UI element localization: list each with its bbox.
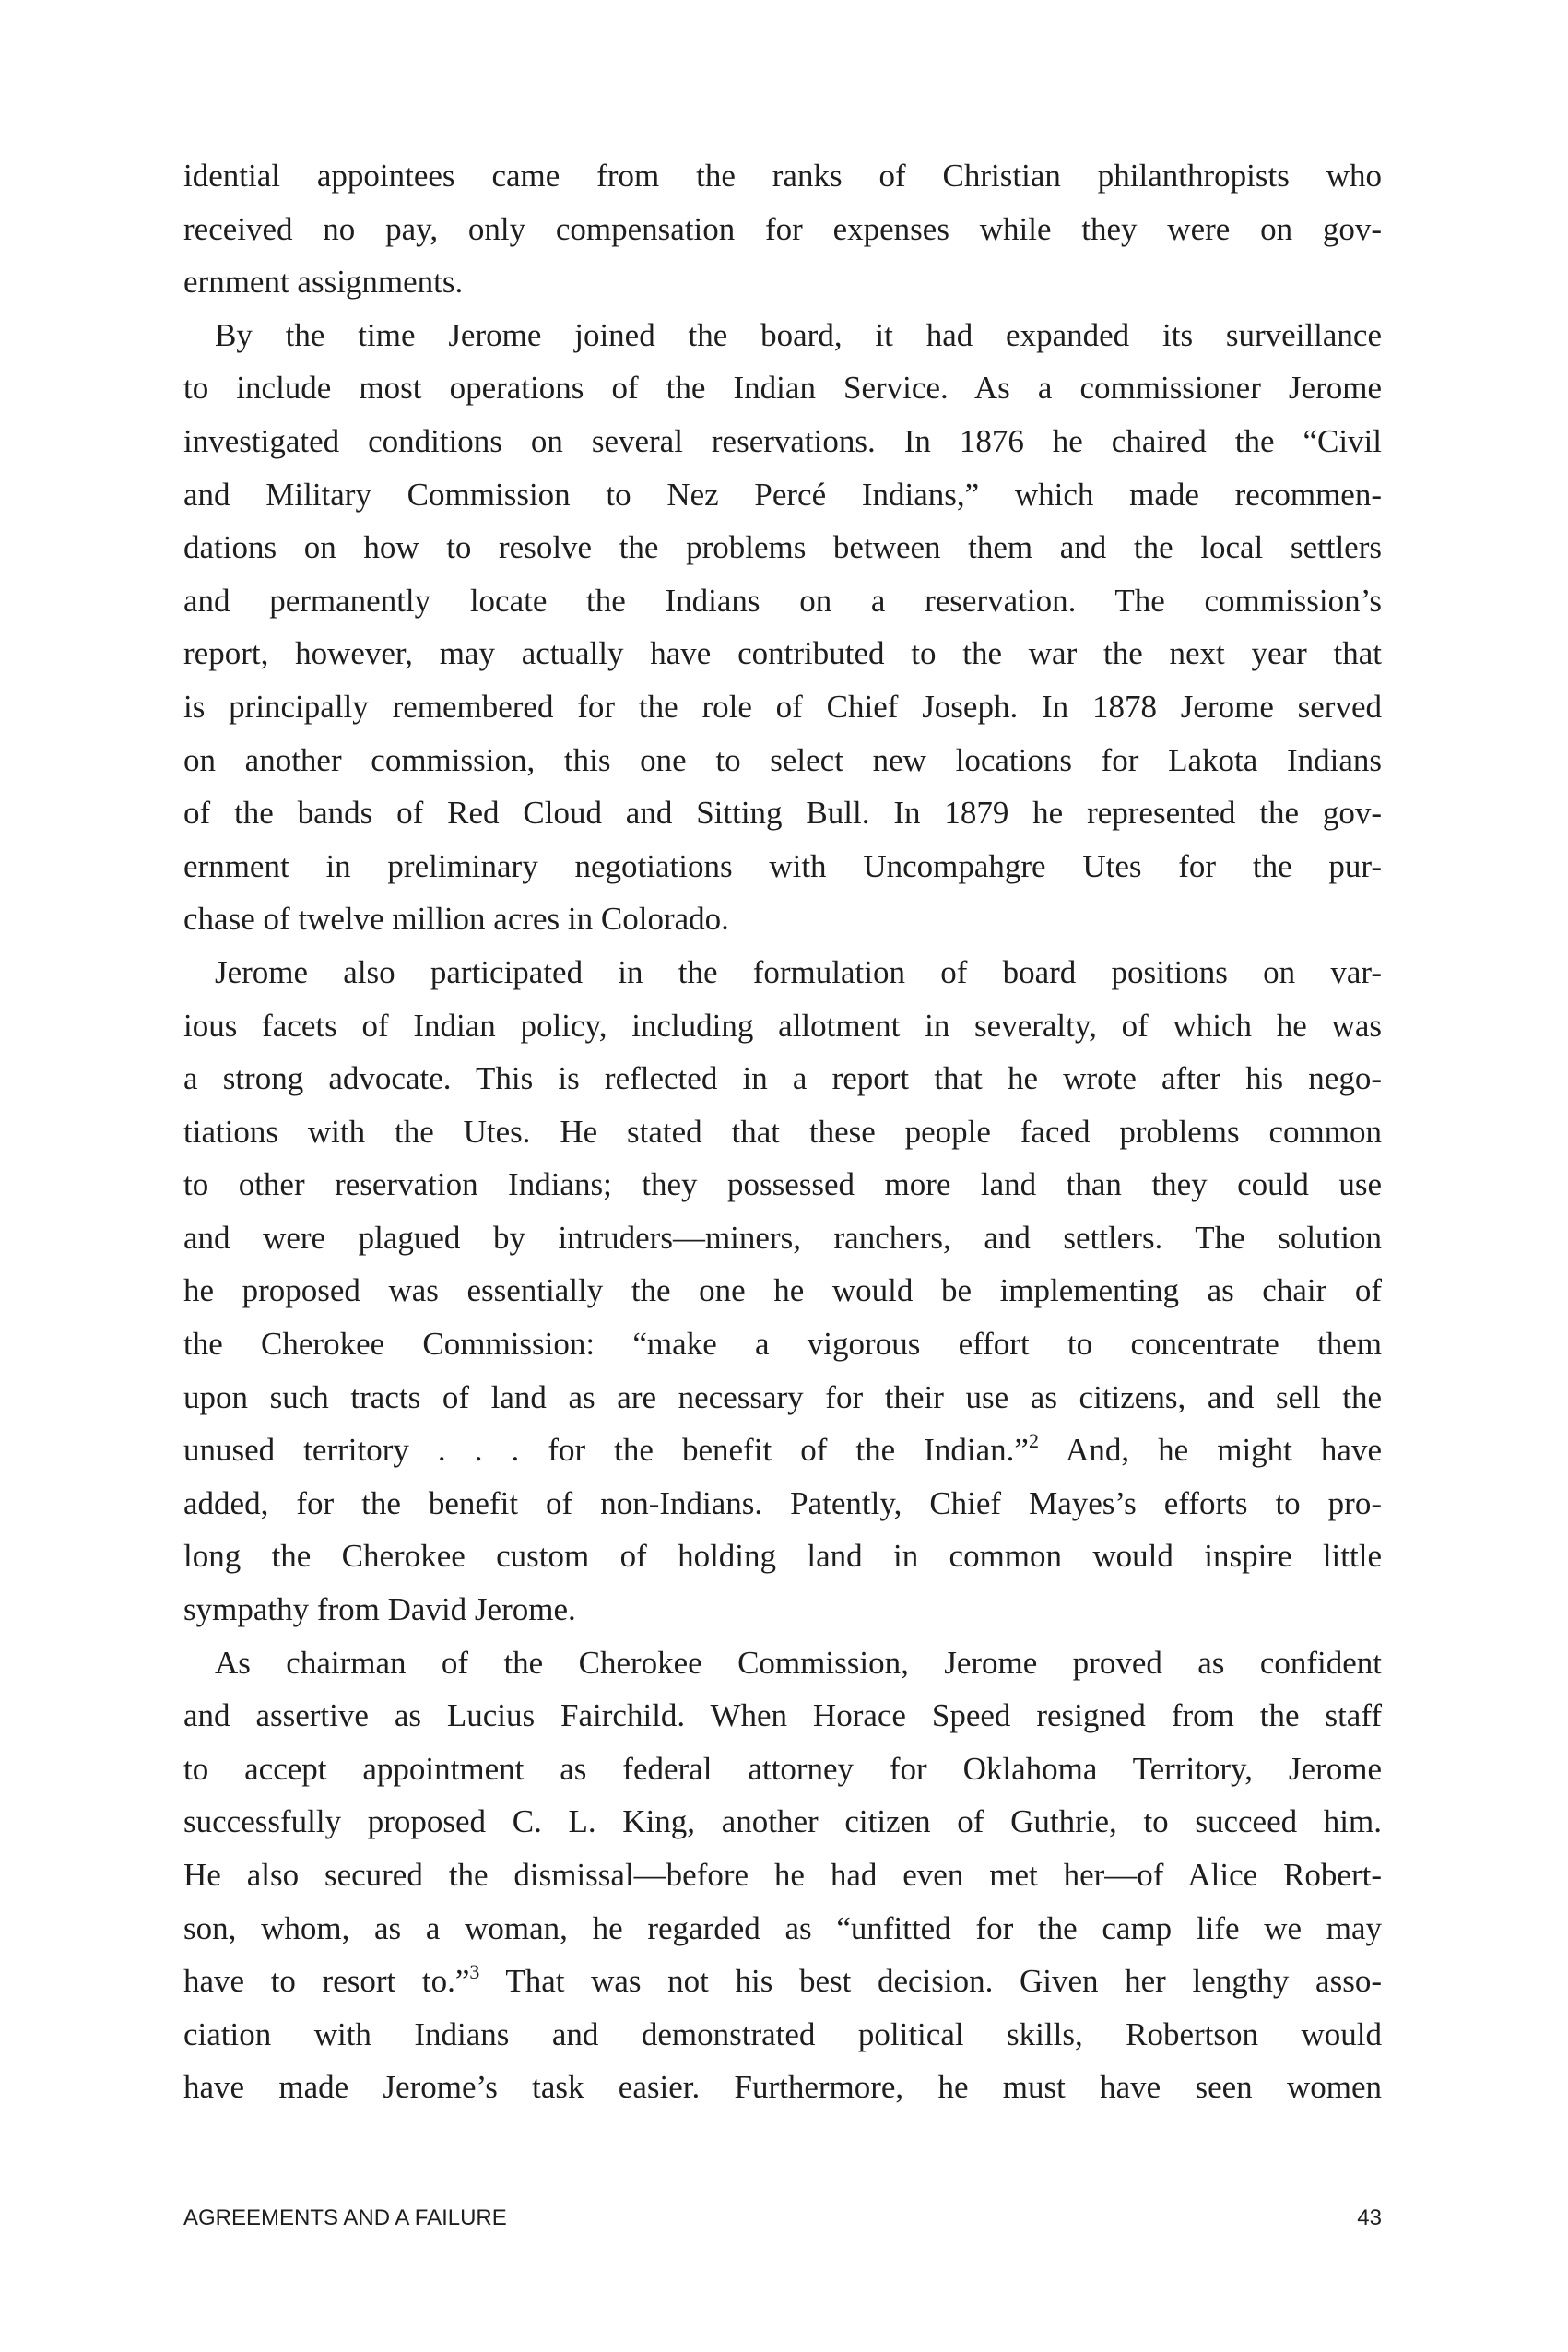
text-segment: Jerome also participated in the formulation of board positions on var- xyxy=(215,953,1382,990)
text-line xyxy=(183,1902,1382,1956)
text-segment: received no pay, only compensation for expenses while they were on gov- xyxy=(183,210,1382,247)
text-line xyxy=(183,309,1382,362)
text-segment: have made Jerome’s task easier. Furthermore, he must have seen women xyxy=(183,2069,1382,2106)
text-segment: the Cherokee Commission: “make a vigorous effort to concentrate them xyxy=(183,1326,1382,1363)
text-segment: and permanently locate the Indians on a reservation. The commission’s xyxy=(183,582,1382,619)
text-line xyxy=(183,203,1382,256)
footnote-marker[interactable]: 2 xyxy=(1028,1429,1039,1453)
text-line xyxy=(183,999,1382,1053)
text-line xyxy=(183,1105,1382,1159)
footnote-marker[interactable]: 3 xyxy=(469,1960,480,1984)
text-line xyxy=(183,946,1382,999)
text-line xyxy=(183,1477,1382,1531)
text-line xyxy=(183,1637,1382,1690)
text-segment: and Military Commission to Nez Percé Indians,” which made recommen- xyxy=(183,476,1382,513)
text-segment: As chairman of the Cherokee Commission, Jerome proved as confident xyxy=(215,1644,1382,1681)
text-line xyxy=(183,1583,1382,1637)
text-segment: That was not his best decision. Given her lengthy asso- xyxy=(479,1963,1382,2000)
text-segment: And, he might have xyxy=(1038,1432,1383,1469)
text-segment: ernment in preliminary negotiations with Uncompahgre Utes for the pur- xyxy=(183,847,1382,884)
text-line xyxy=(183,1849,1382,1902)
text-segment: sympathy from David Jerome. xyxy=(183,1591,576,1628)
text-segment: of the bands of Red Cloud and Sitting Bull. In 1879 he represented the gov- xyxy=(183,795,1382,832)
text-segment: He also secured the dismissal—before he had even met her—of Alice Robert- xyxy=(183,1857,1382,1893)
text-segment: investigated conditions on several reservations. In 1876 he chaired the “Civil xyxy=(183,422,1382,459)
text-line xyxy=(183,1264,1382,1318)
text-segment: ciation with Indians and demonstrated political skills, Robertson would xyxy=(183,2015,1382,2052)
page-footer xyxy=(183,2205,1382,2231)
text-segment: dations on how to resolve the problems between them and the local settlers xyxy=(183,529,1382,566)
text-line xyxy=(183,2008,1382,2062)
text-segment: report, however, may actually have contributed to the war the next year that xyxy=(183,635,1382,672)
text-segment: chase of twelve million acres in Colorado. xyxy=(183,901,729,938)
text-segment: upon such tracts of land as are necessary for their use as citizens, and sell the xyxy=(183,1378,1382,1415)
text-segment: idential appointees came from the ranks of Christian philanthropists who xyxy=(183,158,1382,194)
text-line xyxy=(183,468,1382,522)
text-line xyxy=(183,680,1382,734)
text-segment: By the time Jerome joined the board, it had expanded its surveillance xyxy=(215,316,1382,353)
text-segment: is principally remembered for the role of Chief Joseph. In 1878 Jerome served xyxy=(183,688,1382,725)
text-line xyxy=(183,415,1382,468)
text-line xyxy=(183,1955,1382,2008)
text-line xyxy=(183,1211,1382,1265)
text-segment: ernment assignments. xyxy=(183,264,464,301)
text-segment: and assertive as Lucius Fairchild. When Horace Speed resigned from the staff xyxy=(183,1697,1382,1734)
body-text xyxy=(183,149,1382,2114)
text-segment: he proposed was essentially the one he would be implementing as chair of xyxy=(183,1272,1382,1309)
text-segment: to other reservation Indians; they possessed more land than they could use xyxy=(183,1166,1382,1203)
text-segment: on another commission, this one to select new locations for Lakota Indians xyxy=(183,741,1382,778)
text-segment: to include most operations of the Indian Service. As a commissioner Jerome xyxy=(183,370,1382,407)
text-segment: a strong advocate. This is reflected in a report that he wrote after his nego- xyxy=(183,1060,1382,1097)
text-line xyxy=(183,1052,1382,1105)
text-line xyxy=(183,1689,1382,1743)
text-line xyxy=(183,1371,1382,1424)
text-line xyxy=(183,521,1382,574)
text-line xyxy=(183,1424,1382,1477)
text-line xyxy=(183,734,1382,787)
running-head: AGREEMENTS AND A FAILURE xyxy=(183,2205,507,2230)
text-segment: successfully proposed C. L. King, another citizen of Guthrie, to succeed him. xyxy=(183,1803,1382,1840)
text-line xyxy=(183,1530,1382,1583)
text-segment: unused territory . . . for the benefit of the Indian.” xyxy=(183,1432,1029,1469)
text-line xyxy=(183,1158,1382,1211)
text-line xyxy=(183,1795,1382,1849)
text-line xyxy=(183,1318,1382,1371)
text-line xyxy=(183,1743,1382,1796)
text-line xyxy=(183,361,1382,415)
text-line xyxy=(183,840,1382,893)
text-segment: to accept appointment as federal attorney for Oklahoma Territory, Jerome xyxy=(183,1750,1382,1787)
page-number: 43 xyxy=(1357,2205,1382,2230)
text-line xyxy=(183,627,1382,680)
text-line xyxy=(183,255,1382,309)
text-segment: and were plagued by intruders—miners, ranchers, and settlers. The solution xyxy=(183,1219,1382,1256)
text-segment: have to resort to.” xyxy=(183,1963,470,2000)
text-line xyxy=(183,786,1382,840)
text-line xyxy=(183,892,1382,946)
text-segment: son, whom, as a woman, he regarded as “unfitted for the camp life we may xyxy=(183,1909,1382,1946)
text-line xyxy=(183,2061,1382,2114)
text-line xyxy=(183,574,1382,628)
text-segment: long the Cherokee custom of holding land in common would inspire little xyxy=(183,1538,1382,1575)
text-line xyxy=(183,149,1382,203)
text-segment: ious facets of Indian policy, including allotment in severalty, of which he was xyxy=(183,1007,1382,1044)
text-segment: added, for the benefit of non-Indians. Patently, Chief Mayes’s efforts to pro- xyxy=(183,1484,1382,1521)
text-segment: tiations with the Utes. He stated that these people faced problems common xyxy=(183,1113,1382,1150)
